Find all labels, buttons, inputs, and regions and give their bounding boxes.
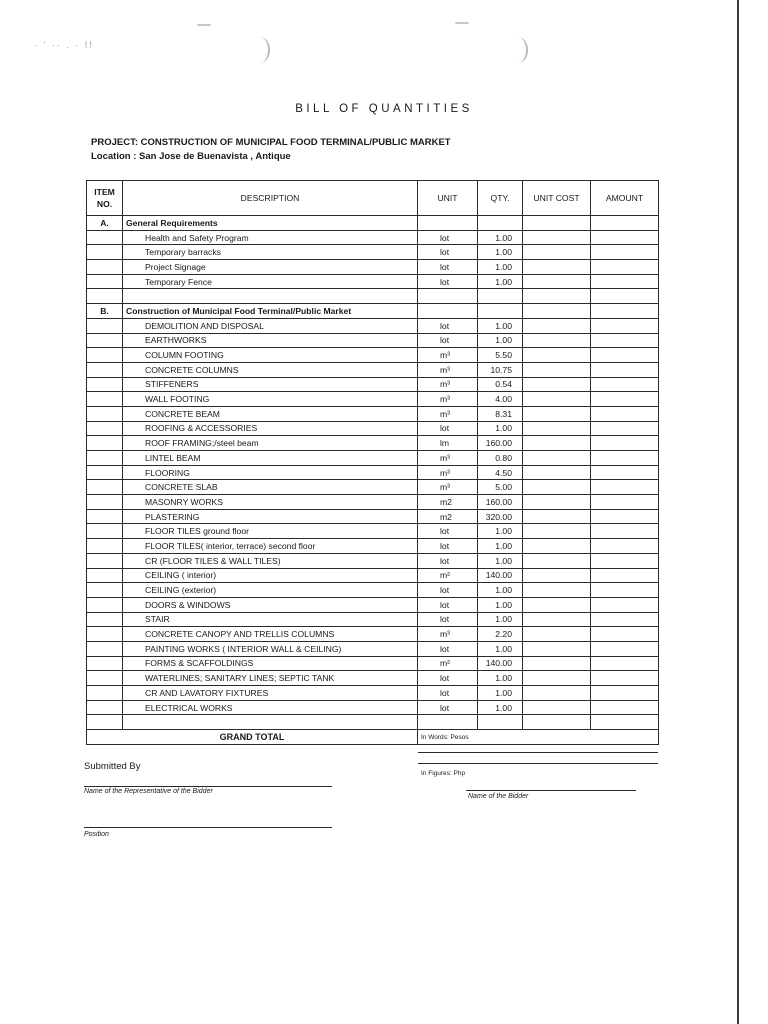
item-description: CEILING ( interior) <box>123 568 418 583</box>
amount-cell <box>591 524 659 539</box>
bidder-label: Name of the Bidder <box>468 793 529 800</box>
amount-cell <box>591 686 659 701</box>
table-row <box>87 583 659 598</box>
item-qty: 1.00 <box>478 524 523 539</box>
item-description: FLOOR TILES ground floor <box>123 524 418 539</box>
item-description: ELECTRICAL WORKS <box>123 700 418 715</box>
item-unit: m³ <box>418 465 478 480</box>
table-row <box>87 686 659 701</box>
item-description: CONCRETE CANOPY AND TRELLIS COLUMNS <box>123 627 418 642</box>
item-qty: 1.00 <box>478 539 523 554</box>
item-description: ROOF FRAMING;/steel beam <box>123 436 418 451</box>
figures-line <box>418 763 658 764</box>
item-number: B. <box>87 304 123 319</box>
scan-scribble: · ' ·· . · !! <box>34 40 94 50</box>
blank-cell <box>523 715 591 730</box>
item-number <box>87 362 123 377</box>
item-description: ROOFING & ACCESSORIES <box>123 421 418 436</box>
item-description: CEILING (exterior) <box>123 583 418 598</box>
unit-cost-cell <box>523 436 591 451</box>
item-qty: 10.75 <box>478 362 523 377</box>
item-qty: 140.00 <box>478 656 523 671</box>
amount-cell <box>591 216 659 231</box>
item-qty: 5.00 <box>478 480 523 495</box>
item-qty: 2.20 <box>478 627 523 642</box>
item-number <box>87 539 123 554</box>
representative-label: Name of the Representative of the Bidder <box>84 788 213 795</box>
blank-cell <box>123 289 418 304</box>
item-header-line2: NO. <box>96 199 113 209</box>
item-unit: m² <box>418 656 478 671</box>
amount-cell <box>591 245 659 260</box>
unit-cost-cell <box>523 612 591 627</box>
amount-cell <box>591 304 659 319</box>
unit-cost-cell <box>523 583 591 598</box>
item-description: Health and Safety Program <box>123 230 418 245</box>
table-row <box>87 597 659 612</box>
item-description: MASONRY WORKS <box>123 495 418 510</box>
item-number: A. <box>87 216 123 231</box>
item-description: WALL FOOTING <box>123 392 418 407</box>
item-number <box>87 480 123 495</box>
amount-cell <box>591 641 659 656</box>
item-description: CONCRETE BEAM <box>123 406 418 421</box>
item-unit: lot <box>418 671 478 686</box>
item-number <box>87 509 123 524</box>
item-qty: 160.00 <box>478 436 523 451</box>
blank-cell <box>87 715 123 730</box>
table-row <box>87 274 659 289</box>
unit-cost-cell <box>523 509 591 524</box>
amount-cell <box>591 451 659 466</box>
section-row <box>87 304 659 319</box>
blank-cell <box>123 715 418 730</box>
grand-total-label: GRAND TOTAL <box>87 730 418 745</box>
item-number <box>87 451 123 466</box>
blank-cell <box>591 715 659 730</box>
table-row <box>87 451 659 466</box>
unit-cost-cell <box>523 245 591 260</box>
item-unit: lot <box>418 318 478 333</box>
unit-cost-cell <box>523 539 591 554</box>
unit-cost-cell <box>523 700 591 715</box>
item-number <box>87 465 123 480</box>
table-row <box>87 436 659 451</box>
blank-cell <box>418 289 478 304</box>
table-row <box>87 700 659 715</box>
table-header-row <box>87 181 659 216</box>
in-words-label: In Words: Pesos <box>421 734 469 742</box>
amount-cell <box>591 553 659 568</box>
item-description: Temporary barracks <box>123 245 418 260</box>
item-number <box>87 671 123 686</box>
unit-cost-cell <box>523 274 591 289</box>
amount-cell <box>591 700 659 715</box>
column-header-amount: AMOUNT <box>591 181 659 216</box>
item-number <box>87 260 123 275</box>
unit-cost-cell <box>523 362 591 377</box>
unit-cost-cell <box>523 656 591 671</box>
item-description: FLOOR TILES( interior, terrace) second floor <box>123 539 418 554</box>
item-qty: 1.00 <box>478 671 523 686</box>
item-qty: 1.00 <box>478 612 523 627</box>
unit-cell <box>418 216 478 231</box>
item-qty: 1.00 <box>478 583 523 598</box>
item-description: Project Signage <box>123 260 418 275</box>
amount-cell <box>591 333 659 348</box>
position-signature-line <box>84 827 332 828</box>
qty-cell <box>478 304 523 319</box>
table-row <box>87 539 659 554</box>
table-row <box>87 333 659 348</box>
amount-cell <box>591 465 659 480</box>
item-unit: lot <box>418 583 478 598</box>
amount-cell <box>591 274 659 289</box>
item-description: WATERLINES; SANITARY LINES; SEPTIC TANK <box>123 671 418 686</box>
unit-cost-cell <box>523 597 591 612</box>
item-description: FLOORING <box>123 465 418 480</box>
item-qty: 4.50 <box>478 465 523 480</box>
column-header-item-no <box>87 181 123 216</box>
item-number <box>87 318 123 333</box>
item-unit: lot <box>418 641 478 656</box>
item-unit: lot <box>418 260 478 275</box>
representative-signature-line <box>84 786 332 787</box>
punch-hole-mark <box>250 37 270 63</box>
blank-cell <box>478 715 523 730</box>
item-number <box>87 612 123 627</box>
item-qty: 1.00 <box>478 318 523 333</box>
item-qty: 1.00 <box>478 597 523 612</box>
unit-cost-cell <box>523 333 591 348</box>
table-row <box>87 377 659 392</box>
amount-cell <box>591 583 659 598</box>
unit-cost-cell <box>523 318 591 333</box>
item-number <box>87 436 123 451</box>
item-unit: lot <box>418 274 478 289</box>
item-unit: lot <box>418 230 478 245</box>
item-description: PLASTERING <box>123 509 418 524</box>
unit-cost-cell <box>523 671 591 686</box>
unit-cost-cell <box>523 465 591 480</box>
item-unit: m³ <box>418 392 478 407</box>
amount-cell <box>591 392 659 407</box>
table-row <box>87 656 659 671</box>
words-line <box>418 752 658 753</box>
unit-cost-cell <box>523 553 591 568</box>
amount-cell <box>591 348 659 363</box>
amount-cell <box>591 612 659 627</box>
position-label: Position <box>84 831 109 838</box>
item-description: CONCRETE COLUMNS <box>123 362 418 377</box>
unit-cost-cell <box>523 304 591 319</box>
item-number <box>87 627 123 642</box>
item-number <box>87 274 123 289</box>
item-qty: 1.00 <box>478 274 523 289</box>
item-description: CR (FLOOR TILES & WALL TILES) <box>123 553 418 568</box>
amount-cell <box>591 421 659 436</box>
item-description: STAIR <box>123 612 418 627</box>
item-unit: lot <box>418 700 478 715</box>
amount-cell <box>591 480 659 495</box>
item-description: CR AND LAVATORY FIXTURES <box>123 686 418 701</box>
table-row <box>87 671 659 686</box>
item-number <box>87 421 123 436</box>
grand-total-amount-cell <box>418 730 659 778</box>
amount-cell <box>591 260 659 275</box>
amount-cell <box>591 656 659 671</box>
table-row <box>87 612 659 627</box>
item-qty: 1.00 <box>478 245 523 260</box>
amount-cell <box>591 318 659 333</box>
table-row <box>87 553 659 568</box>
unit-cost-cell <box>523 686 591 701</box>
item-qty: 1.00 <box>478 700 523 715</box>
table-row <box>87 524 659 539</box>
item-unit: lot <box>418 421 478 436</box>
item-number <box>87 524 123 539</box>
item-unit: m³ <box>418 406 478 421</box>
amount-cell <box>591 539 659 554</box>
table-row <box>87 509 659 524</box>
item-unit: lm <box>418 436 478 451</box>
blank-cell <box>523 289 591 304</box>
unit-cost-cell <box>523 406 591 421</box>
item-unit: lot <box>418 333 478 348</box>
item-qty: 1.00 <box>478 260 523 275</box>
item-description: FORMS & SCAFFOLDINGS <box>123 656 418 671</box>
item-number <box>87 583 123 598</box>
item-description: EARTHWORKS <box>123 333 418 348</box>
item-unit: lot <box>418 245 478 260</box>
table-row <box>87 627 659 642</box>
unit-cost-cell <box>523 641 591 656</box>
item-unit: lot <box>418 539 478 554</box>
item-number <box>87 568 123 583</box>
item-number <box>87 641 123 656</box>
item-unit: lot <box>418 553 478 568</box>
item-unit: m³ <box>418 627 478 642</box>
item-unit: m2 <box>418 509 478 524</box>
project-location: Location : San Jose de Buenavista , Antique <box>91 151 291 162</box>
section-title: General Requirements <box>123 216 418 231</box>
item-qty: 1.00 <box>478 230 523 245</box>
table-row <box>87 495 659 510</box>
item-number <box>87 495 123 510</box>
table-row <box>87 480 659 495</box>
amount-cell <box>591 495 659 510</box>
scan-mark <box>455 22 469 24</box>
words-line <box>418 744 658 745</box>
item-unit: lot <box>418 597 478 612</box>
blank-cell <box>87 289 123 304</box>
item-description: DEMOLITION AND DISPOSAL <box>123 318 418 333</box>
item-number <box>87 230 123 245</box>
item-unit: lot <box>418 686 478 701</box>
blank-cell <box>478 289 523 304</box>
blank-cell <box>591 289 659 304</box>
amount-cell <box>591 436 659 451</box>
blank-row <box>87 715 659 730</box>
item-qty: 0.80 <box>478 451 523 466</box>
item-description: PAINTING WORKS ( INTERIOR WALL & CEILING) <box>123 641 418 656</box>
project-name: PROJECT: CONSTRUCTION OF MUNICIPAL FOOD TERMINAL/PUBLIC MARKET <box>91 137 451 148</box>
unit-cost-cell <box>523 568 591 583</box>
item-number <box>87 333 123 348</box>
item-unit: m² <box>418 568 478 583</box>
item-number <box>87 686 123 701</box>
amount-cell <box>591 568 659 583</box>
item-number <box>87 597 123 612</box>
table-row <box>87 348 659 363</box>
table-row <box>87 421 659 436</box>
scan-mark <box>197 24 211 26</box>
item-number <box>87 392 123 407</box>
unit-cost-cell <box>523 377 591 392</box>
qty-cell <box>478 216 523 231</box>
unit-cell <box>418 304 478 319</box>
item-number <box>87 700 123 715</box>
table-row <box>87 406 659 421</box>
unit-cost-cell <box>523 348 591 363</box>
grand-total-row <box>87 730 659 745</box>
item-unit: lot <box>418 524 478 539</box>
item-number <box>87 245 123 260</box>
section-title: Construction of Municipal Food Terminal/Public Market <box>123 304 418 319</box>
bidder-signature-line <box>466 790 636 791</box>
document-title: BILL OF QUANTITIES <box>295 103 473 115</box>
column-header-description: DESCRIPTION <box>123 181 418 216</box>
table-row <box>87 392 659 407</box>
unit-cost-cell <box>523 495 591 510</box>
table-row <box>87 230 659 245</box>
item-qty: 8.31 <box>478 406 523 421</box>
amount-cell <box>591 406 659 421</box>
item-description: DOORS & WINDOWS <box>123 597 418 612</box>
item-header-line1: ITEM <box>94 187 115 197</box>
amount-cell <box>591 627 659 642</box>
unit-cost-cell <box>523 524 591 539</box>
item-qty: 320.00 <box>478 509 523 524</box>
item-qty: 0.54 <box>478 377 523 392</box>
column-header-qty: QTY. <box>478 181 523 216</box>
item-qty: 1.00 <box>478 553 523 568</box>
item-unit: m³ <box>418 451 478 466</box>
unit-cost-cell <box>523 421 591 436</box>
item-qty: 160.00 <box>478 495 523 510</box>
item-unit: m³ <box>418 362 478 377</box>
item-unit: lot <box>418 612 478 627</box>
blank-cell <box>418 715 478 730</box>
item-unit: m³ <box>418 480 478 495</box>
item-description: CONCRETE SLAB <box>123 480 418 495</box>
amount-cell <box>591 377 659 392</box>
amount-cell <box>591 362 659 377</box>
column-header-unit: UNIT <box>418 181 478 216</box>
item-qty: 5.50 <box>478 348 523 363</box>
item-number <box>87 406 123 421</box>
item-number <box>87 377 123 392</box>
item-qty: 1.00 <box>478 421 523 436</box>
table-row <box>87 465 659 480</box>
amount-cell <box>591 671 659 686</box>
item-number <box>87 656 123 671</box>
table-row <box>87 568 659 583</box>
item-qty: 4.00 <box>478 392 523 407</box>
blank-row <box>87 289 659 304</box>
column-header-unit-cost: UNIT COST <box>523 181 591 216</box>
unit-cost-cell <box>523 216 591 231</box>
in-figures-label: In Figures: Php <box>421 770 466 778</box>
table-row <box>87 260 659 275</box>
submitted-by-label: Submitted By <box>84 761 141 772</box>
unit-cost-cell <box>523 260 591 275</box>
unit-cost-cell <box>523 480 591 495</box>
item-unit: m³ <box>418 377 478 392</box>
unit-cost-cell <box>523 392 591 407</box>
item-unit: m³ <box>418 348 478 363</box>
item-description: Temporary Fence <box>123 274 418 289</box>
item-number <box>87 348 123 363</box>
item-qty: 1.00 <box>478 641 523 656</box>
item-qty: 1.00 <box>478 686 523 701</box>
item-qty: 1.00 <box>478 333 523 348</box>
item-description: LINTEL BEAM <box>123 451 418 466</box>
item-description: STIFFENERS <box>123 377 418 392</box>
amount-cell <box>591 597 659 612</box>
amount-cell <box>591 509 659 524</box>
table-row <box>87 318 659 333</box>
item-unit: m2 <box>418 495 478 510</box>
section-row <box>87 216 659 231</box>
unit-cost-cell <box>523 230 591 245</box>
table-row <box>87 245 659 260</box>
item-number <box>87 553 123 568</box>
unit-cost-cell <box>523 627 591 642</box>
table-row <box>87 641 659 656</box>
unit-cost-cell <box>523 451 591 466</box>
item-qty: 140.00 <box>478 568 523 583</box>
amount-cell <box>591 230 659 245</box>
punch-hole-mark <box>508 37 528 63</box>
scan-page-edge <box>737 0 739 1024</box>
item-description: COLUMN FOOTING <box>123 348 418 363</box>
table-row <box>87 362 659 377</box>
